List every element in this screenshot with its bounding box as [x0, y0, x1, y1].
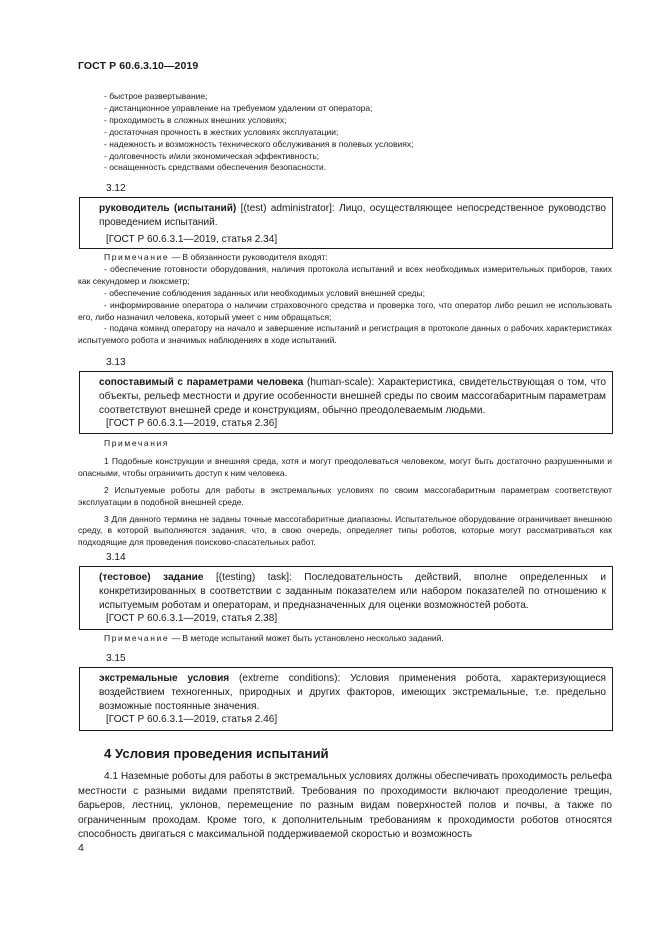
- term-reference: [ГОСТ Р 60.6.3.1—2019, статья 2.36]: [106, 418, 278, 429]
- note-label: Примечания: [104, 438, 170, 448]
- note-label: Примечание: [104, 633, 170, 643]
- note-lead: [78, 252, 612, 264]
- list-item: - оснащенность средствами обеспечения безопасности.: [104, 162, 327, 173]
- intro-list: [104, 91, 604, 174]
- note-item: - обеспечение готовности оборудования, наличия протокола испытаний и всех необходимых измерительных приборов, таких как секундомер и люксметр;: [78, 263, 612, 286]
- note-line: [78, 633, 612, 645]
- term-box-3-14: [79, 566, 613, 630]
- note-label-line: [78, 438, 612, 450]
- term-text: [(testing) task]: Последовательность действий, вполне определенных и конкретизированных в соответствии с заданным показателем или набором показателей по отношению к испытуемым роботам и операторам, и предназначенных для оценки возможностей робота.: [99, 572, 606, 611]
- term-text: (extreme conditions): Условия применения робота, характеризующиеся воздействием техногенных, природных и других факторов, имеющих экстремальные, т.е. предельно возможные постоянные значения.: [99, 673, 606, 712]
- section-paragraph: [78, 770, 612, 843]
- note-3-14: [78, 633, 612, 645]
- note-text: — В обязанности руководителя входят:: [169, 252, 328, 262]
- term-definition: [99, 672, 606, 714]
- term-box-3-13: [79, 371, 613, 434]
- term-number: 3.13: [106, 357, 126, 368]
- term-definition: [99, 202, 606, 230]
- list-item: - быстрое развертывание;: [104, 91, 208, 101]
- term-box-3-15: [79, 667, 613, 731]
- term-box-3-12: [79, 197, 613, 249]
- note-item: 3 Для данного термина не заданы точные массогабаритные диапазоны. Испытательное оборудование ограничивает внешнюю среду, в которой выполняются задания, что, в свою очередь, определяет типы роботов, которые могут рассматриваться как подходящие для проведения поисково-спасательных работ.: [78, 513, 612, 548]
- note-item: 2 Испытуемые роботы для работы в экстремальных условиях по своим массогабаритным параметрам соответствуют эксплуатации в подобной внешней среде.: [78, 484, 612, 507]
- page-number: 4: [78, 842, 84, 854]
- term-reference: [ГОСТ Р 60.6.3.1—2019, статья 2.38]: [106, 613, 278, 624]
- list-item: - достаточная прочность в жестких условиях эксплуатации;: [104, 126, 339, 137]
- term-reference: [ГОСТ Р 60.6.3.1—2019, статья 2.34]: [106, 234, 278, 245]
- note-item: 1 Подобные конструкции и внешняя среда, хотя и могут преодолеваться человеком, могут быть достаточно разрушенными и опасными, чтобы ограничить доступ к ним человека.: [78, 455, 612, 478]
- term-name: сопоставимый с параметрами человека: [99, 377, 304, 388]
- list-item: - дистанционное управление на требуемом удалении от оператора;: [104, 102, 373, 113]
- note-3-13: [78, 438, 612, 549]
- term-number: 3.15: [106, 653, 126, 664]
- note-item: - подача команд оператору на начало и завершение испытаний и регистрация в протоколе данных о рабочих характеристиках испытуемого робота и значимых наблюдениях в ходе испытаний.: [78, 323, 612, 346]
- document-header: ГОСТ Р 60.6.3.10—2019: [78, 60, 199, 72]
- list-item: - проходимость в сложных внешних условиях;: [104, 114, 287, 125]
- term-definition: [99, 571, 606, 613]
- note-item: - информирование оператора о наличии страховочного средства и проверка того, что оператор либо решил не использовать его, либо назначил человека, который умеет с ним обращаться;: [78, 299, 612, 322]
- term-text: [(test) administrator]: Лицо, осуществляющее непосредственное руководство проведением испытаний.: [99, 203, 606, 228]
- paragraph-text: 4.1 Наземные роботы для работы в экстремальных условиях должны обеспечивать проходимость рельефа местности с разными видами препятствий. Требования по проходимости включают преодоление трещин, барьеров, лестниц, уклонов, перемещение по разным видам поверхностей полов и почвы, а также по ограниченным проходам. Кроме того, к дополнительным требованиям к проходимости роботов относятся способность двигаться с максимальной поддерживаемой скоростью и возможность: [78, 771, 612, 841]
- term-definition: [99, 376, 606, 418]
- note-item: - обеспечение соблюдения заданных или необходимых условий внешней среды;: [104, 287, 425, 298]
- section-heading: 4 Условия проведения испытаний: [104, 746, 329, 761]
- note-text: — В методе испытаний может быть установлено несколько заданий.: [169, 633, 444, 643]
- note-3-12: [78, 252, 612, 347]
- term-text: (human-scale): Характеристика, свидетельствующая о том, что объекты, рельеф местности и другие особенности внешней среды по своим массогабаритным параметрам соответствуют внешней среде и конструкциям, обычно преодолеваемым людьми.: [99, 377, 606, 416]
- term-reference: [ГОСТ Р 60.6.3.1—2019, статья 2.46]: [106, 714, 278, 725]
- note-label: Примечание: [104, 252, 170, 262]
- term-number: 3.14: [106, 552, 126, 563]
- term-name: руководитель (испытаний): [99, 203, 237, 214]
- term-name: (тестовое) задание: [99, 572, 204, 583]
- list-item: - долговечность и/или экономическая эффективность;: [104, 150, 320, 161]
- list-item: - надежность и возможность технического обслуживания в полевых условиях;: [104, 138, 414, 149]
- term-number: 3.12: [106, 183, 126, 194]
- term-name: экстремальные условия: [99, 673, 230, 684]
